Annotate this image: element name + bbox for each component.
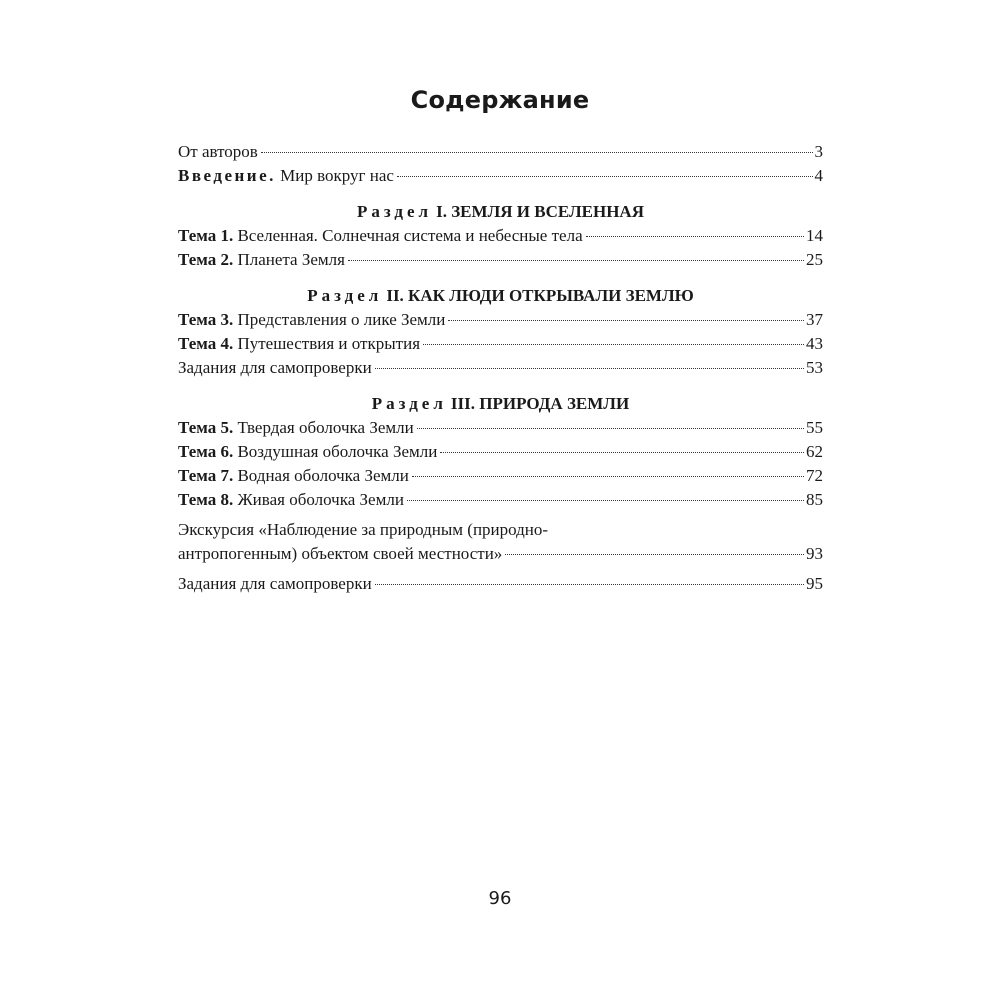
toc-entry-page: 62	[806, 442, 823, 461]
toc-entry-prefix: Тема 3.	[178, 310, 234, 329]
toc-entry-label: Путешествия и открытия	[237, 334, 421, 353]
toc-entry-excursion[interactable]	[178, 518, 823, 566]
toc-entry-page: 43	[806, 334, 823, 353]
section-title: II. КАК ЛЮДИ ОТКРЫВАЛИ ЗЕМЛЮ	[386, 286, 694, 305]
toc-entry-topic-1[interactable]	[178, 224, 823, 248]
toc-entry-topic-4[interactable]	[178, 332, 823, 356]
toc-entry-label: Представления о лике Земли	[237, 310, 446, 329]
toc-entry-page: 93	[806, 544, 823, 563]
section-prefix: Раздел	[371, 394, 447, 413]
toc-entry-label: Мир вокруг нас	[280, 166, 394, 185]
section-heading-1	[178, 200, 823, 224]
toc-entry-prefix: Тема 7.	[178, 466, 234, 485]
toc-entry-prefix: Тема 5.	[178, 418, 234, 437]
leader-dots	[412, 475, 804, 477]
toc-entry-label: Живая оболочка Земли	[237, 490, 404, 509]
toc-entry-self-check-2[interactable]	[178, 572, 823, 596]
toc-entry-self-check-1[interactable]	[178, 356, 823, 380]
toc-entry-prefix: Введение.	[178, 166, 276, 185]
toc-entry-page: 95	[806, 574, 823, 593]
toc-entry-page: 14	[806, 226, 823, 245]
toc-entry-introduction[interactable]	[178, 164, 823, 188]
leader-dots	[397, 175, 813, 177]
leader-dots	[348, 259, 804, 261]
toc-entry-label: Воздушная оболочка Земли	[237, 442, 438, 461]
leader-dots	[505, 553, 804, 555]
leader-dots	[417, 427, 804, 429]
toc-entry-label-line-2: антропогенным) объектом своей местности»	[178, 544, 503, 563]
section-heading-3	[178, 392, 823, 416]
section-prefix: Раздел	[307, 286, 383, 305]
toc-entry-prefix: Тема 4.	[178, 334, 234, 353]
leader-dots	[375, 367, 804, 369]
toc-entry-label: От авторов	[178, 142, 258, 161]
toc-entry-page: 3	[814, 142, 823, 161]
toc-entry-label: Водная оболочка Земли	[237, 466, 409, 485]
leader-dots	[440, 451, 804, 453]
toc-entry-prefix: Тема 6.	[178, 442, 234, 461]
toc-entry-topic-2[interactable]	[178, 248, 823, 272]
toc-entry-topic-6[interactable]	[178, 440, 823, 464]
toc-entry-page: 25	[806, 250, 823, 269]
toc-entry-prefix: Тема 8.	[178, 490, 234, 509]
leader-dots	[423, 343, 804, 345]
page-title: Содержание	[410, 86, 590, 114]
leader-dots	[448, 319, 804, 321]
section-prefix: Раздел	[357, 202, 433, 221]
toc-entry-topic-3[interactable]	[178, 308, 823, 332]
toc-entry-from-authors[interactable]	[178, 140, 823, 164]
toc-entry-label-line-1: Экскурсия «Наблюдение за природным (природно-	[178, 520, 549, 539]
toc-entry-page: 85	[806, 490, 823, 509]
toc-entry-page: 72	[806, 466, 823, 485]
section-heading-2	[178, 284, 823, 308]
toc-entry-label: Задания для самопроверки	[178, 574, 372, 593]
toc-entry-page: 55	[806, 418, 823, 437]
toc-entry-label: Вселенная. Солнечная система и небесные тела	[237, 226, 583, 245]
toc-entry-topic-5[interactable]	[178, 416, 823, 440]
section-title: I. ЗЕМЛЯ И ВСЕЛЕННАЯ	[436, 202, 644, 221]
leader-dots	[261, 151, 813, 153]
toc-entry-prefix: Тема 1.	[178, 226, 234, 245]
toc-entry-topic-7[interactable]	[178, 464, 823, 488]
toc-entry-page: 4	[814, 166, 823, 185]
toc-entry-topic-8[interactable]	[178, 488, 823, 512]
leader-dots	[375, 583, 804, 585]
table-of-contents	[178, 140, 823, 596]
toc-entry-label: Планета Земля	[237, 250, 345, 269]
toc-entry-page: 53	[806, 358, 823, 377]
toc-entry-label: Задания для самопроверки	[178, 358, 372, 377]
page-number: 96	[488, 888, 512, 909]
section-title: III. ПРИРОДА ЗЕМЛИ	[450, 394, 630, 413]
leader-dots	[586, 235, 804, 237]
leader-dots	[407, 499, 804, 501]
toc-entry-page: 37	[806, 310, 823, 329]
toc-entry-prefix: Тема 2.	[178, 250, 234, 269]
toc-entry-label: Твердая оболочка Земли	[237, 418, 414, 437]
